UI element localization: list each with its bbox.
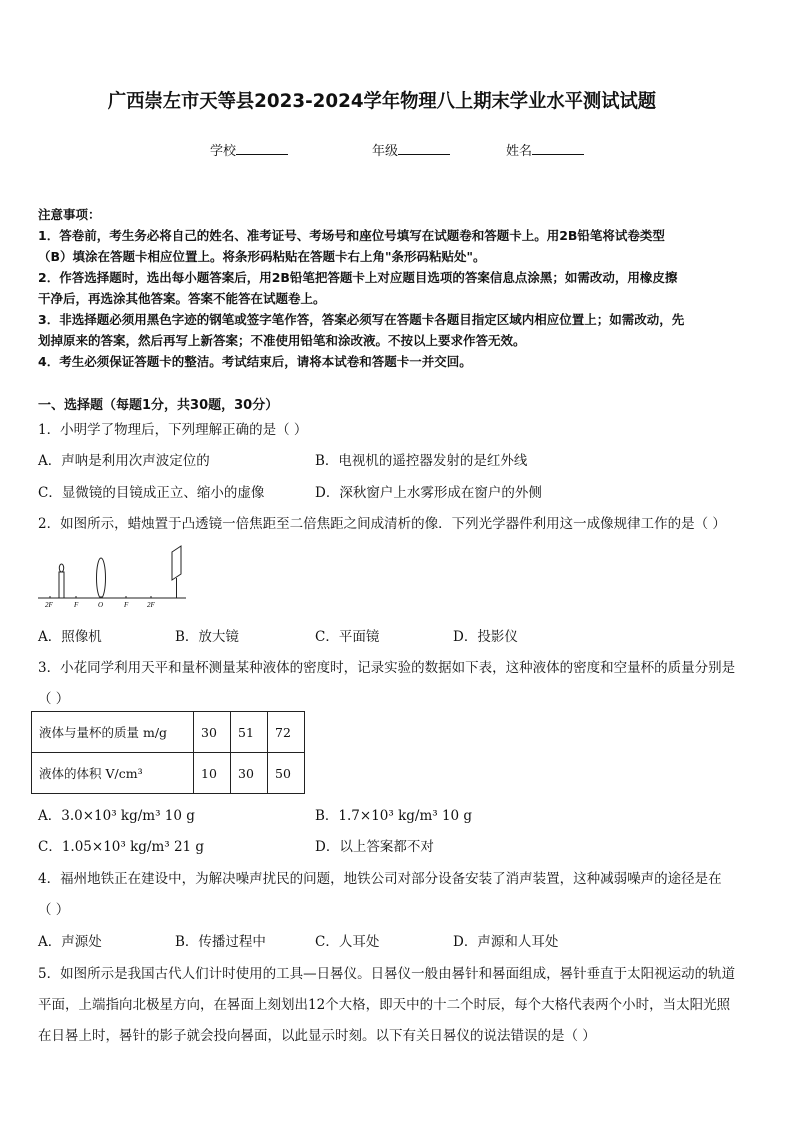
school-label: 学校	[210, 144, 237, 159]
table-cell: 30	[194, 712, 231, 753]
table-cell: 72	[268, 712, 305, 753]
question-4-option-b: B．传播过程中	[175, 934, 266, 950]
question-3-option-c: C．1.05×10³ kg/m³ 21 g	[38, 839, 205, 855]
question-2-stem: 2．如图所示，蜡烛置于凸透镜一倍焦距至二倍焦距之间成清析的像．下列光学器件利用这一成像规律工作的是（ ）	[38, 516, 726, 532]
question-2-option-a: A．照像机	[38, 629, 102, 645]
notice-line: （B）填涂在答题卡相应位置上。将条形码粘贴在答题卡右上角"条形码粘贴处"。	[38, 249, 486, 264]
question-4-stem-end: （ ）	[38, 902, 70, 918]
table-cell: 50	[268, 753, 305, 794]
convex-lens	[97, 558, 106, 598]
axis-label-2f-right: 2F	[147, 601, 155, 609]
notice-line: 3．非选择题必须用黑色字迹的钢笔或签字笔作答，答案必须写在答题卡各题目指定区域内相应位置上；如需改动，先	[38, 312, 685, 327]
question-1-option-d: D．深秋窗户上水雾形成在窗户的外侧	[315, 485, 542, 501]
section-heading: 一、选择题（每题1分，共30题，30分）	[38, 398, 279, 413]
screen	[172, 546, 181, 580]
question-3-stem: 3．小花同学利用天平和量杯测量某种液体的密度时，记录实验的数据如下表，这种液体的密度和空量杯的质量分别是	[38, 660, 736, 676]
notice-line: 4．考生必须保证答题卡的整洁。考试结束后，请将本试卷和答题卡一并交回。	[38, 354, 472, 369]
question-5-text: 在日晷上时，晷针的影子就会投向晷面，以此显示时刻。以下有关日晷仪的说法错误的是（ ）	[38, 1028, 596, 1044]
axis-label-f-left: F	[74, 601, 79, 609]
question-3-stem-end: （ ）	[38, 691, 70, 707]
question-5-text: 平面，上端指向北极星方向，在晷面上刻划出12个大格，即天中的十二个时辰，每个大格代表两个小时，当太阳光照	[38, 997, 731, 1013]
name-blank	[532, 143, 584, 155]
axis-label-2f-left: 2F	[45, 601, 53, 609]
table-cell: 30	[231, 753, 268, 794]
question-2-option-d: D．投影仪	[453, 629, 518, 645]
question-1-stem: 1．小明学了物理后，下列理解正确的是（ ）	[38, 422, 308, 438]
school-field	[210, 140, 288, 159]
table-cell: 51	[231, 712, 268, 753]
notice-line: 2．作答选择题时，选出每小题答案后，用2B铅笔把答题卡上对应题目选项的答案信息点涂黑；如需改动，用橡皮擦	[38, 270, 678, 285]
notice-line: 划掉原来的答案，然后再写上新答案；不准使用铅笔和涂改液。不按以上要求作答无效。	[38, 333, 526, 348]
data-table	[31, 711, 305, 794]
question-3-option-a: A．3.0×10³ kg/m³ 10 g	[38, 808, 195, 824]
name-label: 姓名	[506, 144, 533, 159]
question-4-stem: 4．福州地铁正在建设中，为解决噪声扰民的问题，地铁公司对部分设备安装了消声装置，这种减弱噪声的途径是在	[38, 871, 722, 887]
question-1-option-c: C．显微镜的目镜成正立、缩小的虚像	[38, 485, 265, 501]
table-cell: 10	[194, 753, 231, 794]
question-4-option-a: A．声源处	[38, 934, 102, 950]
question-3-option-b: B．1.7×10³ kg/m³ 10 g	[315, 808, 473, 824]
table-row	[32, 753, 305, 794]
axis-label-o: O	[98, 601, 104, 609]
question-1-option-b: B．电视机的遥控器发射的是红外线	[315, 453, 528, 469]
notice-line: 1．答卷前，考生务必将自己的姓名、准考证号、考场号和座位号填写在试题卷和答题卡上。用2B铅笔将试卷类型	[38, 228, 665, 243]
lens-diagram	[38, 542, 198, 610]
notice-line: 干净后，再选涂其他答案。答案不能答在试题卷上。	[38, 291, 326, 306]
question-4-option-c: C．人耳处	[315, 934, 380, 950]
candle-flame	[59, 564, 63, 572]
grade-blank	[398, 143, 450, 155]
question-2-option-c: C．平面镜	[315, 629, 380, 645]
question-3-option-d: D．以上答案都不对	[315, 839, 434, 855]
notice-heading: 注意事项：	[38, 207, 101, 222]
question-1-option-a: A．声呐是利用次声波定位的	[38, 453, 210, 469]
table-row	[32, 712, 305, 753]
name-field	[506, 140, 584, 159]
page-title: 广西崇左市天等县2023-2024学年物理八上期末学业水平测试试题	[107, 90, 657, 112]
axis-label-f-right: F	[124, 601, 129, 609]
candle	[59, 572, 64, 598]
table-row-label: 液体的体积 V/cm³	[32, 753, 194, 794]
grade-label: 年级	[372, 144, 399, 159]
grade-field	[372, 140, 450, 159]
question-2-option-b: B．放大镜	[175, 629, 239, 645]
question-5-text: 5．如图所示是我国古代人们计时使用的工具—日晷仪。日晷仪一般由晷针和晷面组成，晷针垂直于太阳视运动的轨道	[38, 966, 736, 982]
question-4-option-d: D．声源和人耳处	[453, 934, 559, 950]
school-blank	[236, 143, 288, 155]
table-row-label: 液体与量杯的质量 m/g	[32, 712, 194, 753]
